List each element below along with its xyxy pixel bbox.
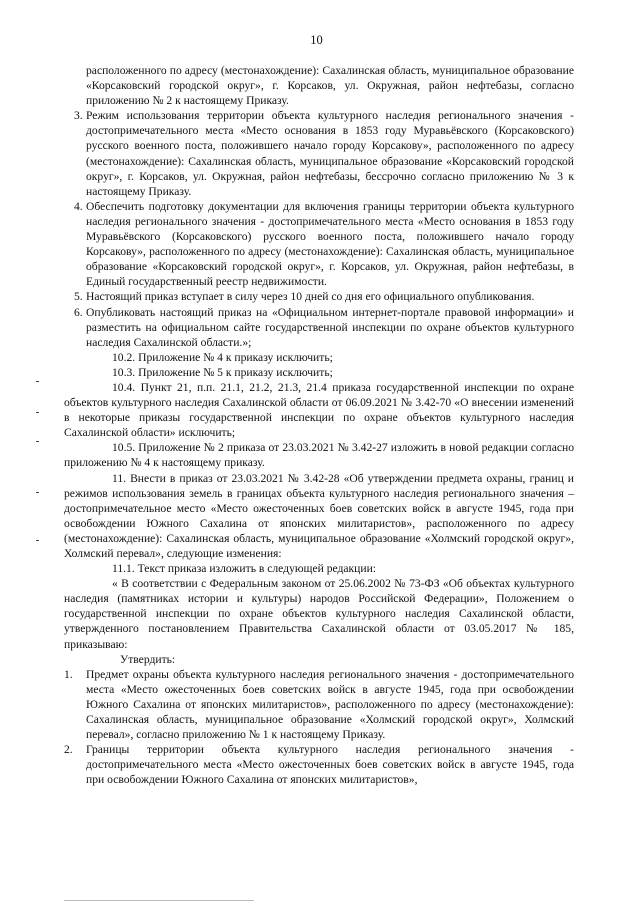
list-item-3 bbox=[64, 108, 574, 199]
margin-mark bbox=[36, 441, 39, 442]
margin-mark bbox=[36, 381, 39, 382]
list-number: 1. bbox=[64, 667, 73, 681]
list-number: 6. bbox=[74, 305, 83, 319]
list-text: Обеспечить подготовку документации для включения границы территории объекта культурного наследия регионального значения - достопримечательного места «Место основания в 1853 году Муравьёвского (Корсаковского) русского военного поста, положившего начало городу Корсакову», расположенного по адресу (местонахождение): Сахалинская область, муниципальное образование «Корсаковский городской округ», г. Корсаков, ул. Окружная, район нефтебазы, в Единый государственный реестр недвижимости. bbox=[86, 199, 574, 289]
list-text: Предмет охраны объекта культурного наследия регионального значения - достопримечательного места «Место ожесточенных боев советских войск в августе 1945, года при освобождении Южного Сахалина от японских милитаристов», расположенного по адресу (местонахождение): Сахалинская область, муниципальное образование «Холмский городской округ», Холмский перевал», согласно приложению № 1 к настоящему Приказу. bbox=[86, 667, 574, 742]
list-number: 4. bbox=[74, 199, 83, 213]
list-number: 3. bbox=[74, 109, 83, 123]
scan-edge-line bbox=[64, 900, 254, 901]
list-text: Опубликовать настоящий приказ на «Официальном интернет-портале правовой информации» и разместить на официальном сайте государственной инспекции по охране объектов культурного наследия Сахалинской области.»; bbox=[86, 305, 574, 349]
document-body bbox=[64, 63, 574, 788]
page-number: 10 bbox=[310, 33, 323, 47]
list-text: Границы территории объекта культурного наследия регионального значения - достопримечательного места «Место ожесточенных боев советских войск в августе 1945, года при освобождении Южного Сахалина от японских милитаристов», bbox=[86, 743, 574, 787]
paragraph-utverdit: Утвердить: bbox=[120, 652, 176, 666]
margin-mark bbox=[36, 540, 39, 541]
list-item-5 bbox=[64, 289, 574, 304]
paragraph-10-3: 10.3. Приложение № 5 к приказу исключить; bbox=[112, 365, 333, 379]
list-number: 2. bbox=[64, 743, 73, 757]
list-item-n1 bbox=[64, 667, 574, 742]
paragraph-10-4: 10.4. Пункт 21, п.п. 21.1, 21.2, 21.3, 21.4 приказа государственной инспекции по охране объектов культурного наследия Сахалинской области от 06.09.2021 № 3.42-70 «О внесении изменений в некоторые приказы государственной инспекции по охране объектов культурного наследия Сахалинской области» исключить; bbox=[64, 380, 574, 440]
paragraph-10-5: 10.5. Приложение № 2 приказа от 23.03.2021 № 3.42-27 изложить в новой редакции согласно приложению № 4 к настоящему приказу. bbox=[64, 441, 574, 470]
list-text: Режим использования территории объекта культурного наследия регионального значения - достопримечательного места «Место основания в 1853 году Муравьёвского (Корсаковского) русского военного поста, положившего начало городу Корсакову», расположенного по адресу (местонахождение): Сахалинская область, муниципальное образование «Корсаковский городской округ», г. Корсаков, ул. Окружная, район нефтебазы, бессрочно согласно приложению № 3 к настоящему Приказу. bbox=[86, 109, 574, 198]
paragraph-continued: расположенного по адресу (местонахождение): Сахалинская область, муниципальное образование «Корсаковский городской округ», г. Корсаков, ул. Окружная, район нефтебазы, согласно приложению № 2 к настоящему Приказу. bbox=[86, 64, 574, 108]
margin-mark bbox=[36, 412, 39, 413]
paragraph-quote: « В соответствии с Федеральным законом от 25.06.2002 № 73-ФЗ «Об объектах культурного наследия (памятниках истории и культуры) народов Российской Федерации», Положением о государственной инспекции по охране объектов культурного наследия Сахалинской области, утвержденного постановлением Правительства Сахалинской области от 03.05.2017 № 185, приказываю: bbox=[64, 577, 574, 651]
margin-mark bbox=[36, 492, 39, 493]
paragraph-10-2: 10.2. Приложение № 4 к приказу исключить; bbox=[112, 350, 333, 364]
list-number: 5. bbox=[74, 290, 83, 304]
list-text: Настоящий приказ вступает в силу через 10 дней со дня его официального опубликования. bbox=[86, 290, 535, 304]
list-item-6 bbox=[64, 305, 574, 350]
list-item-n2 bbox=[64, 742, 574, 787]
paragraph-11: 11. Внести в приказ от 23.03.2021 № 3.42-28 «Об утверждении предмета охраны, границ и режимов использования земель в границах объекта культурного наследия регионального значения – достопримечательное место «Место ожесточенных боев советских войск в августе 1945, года при освобождении Южного Сахалина от японских милитаристов», расположенного по адресу (местонахождение): Сахалинская область, муниципальное образование «Холмский городской округ», Холмский перевал», следующие изменения: bbox=[64, 471, 574, 560]
paragraph-11-1: 11.1. Текст приказа изложить в следующей редакции: bbox=[112, 562, 377, 576]
list-item-4 bbox=[64, 199, 574, 290]
